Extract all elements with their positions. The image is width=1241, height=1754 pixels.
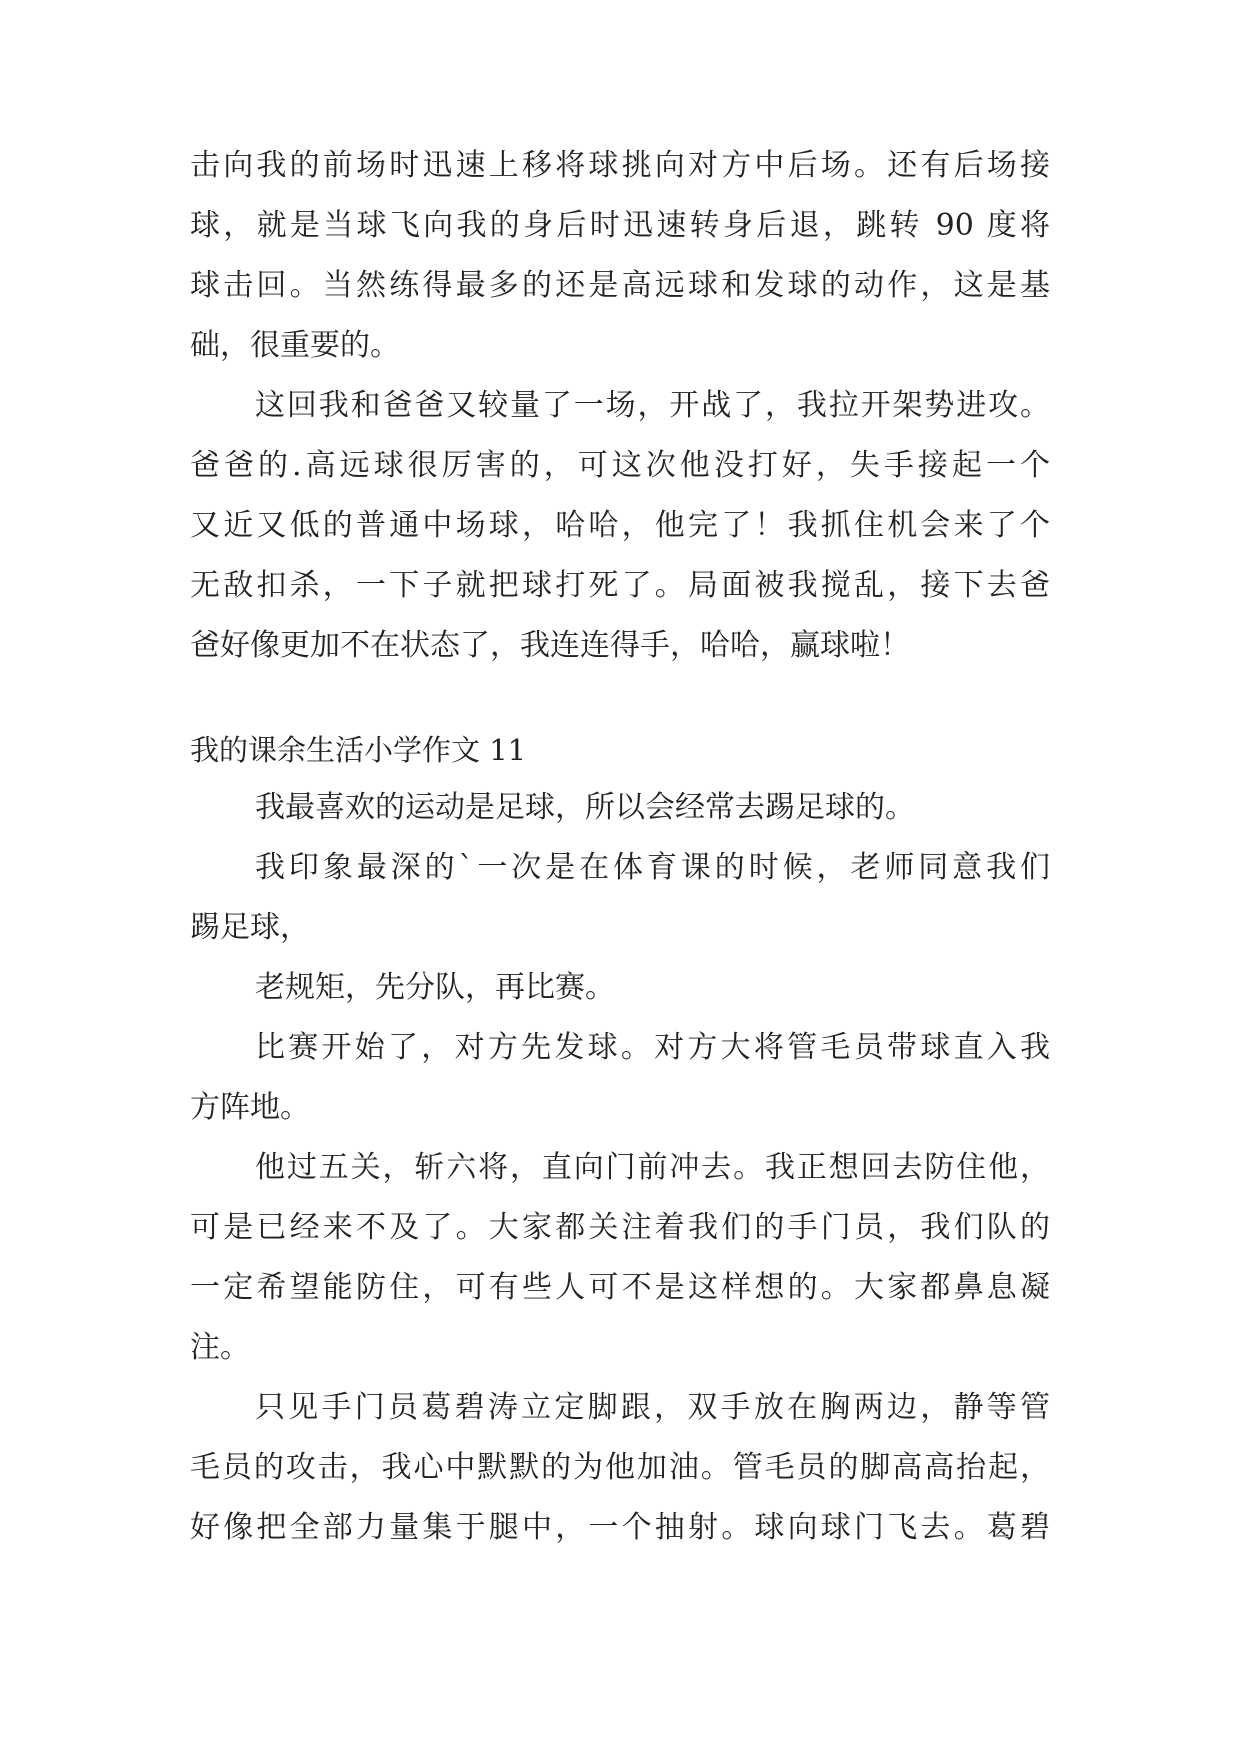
section-title: 我的课余生活小学作文 11	[190, 733, 527, 767]
paragraph-line: 一定希望能防住，可有些人可不是这样想的。大家都鼻息凝	[190, 1270, 1050, 1305]
paragraph-line: 方阵地。	[190, 1090, 310, 1125]
paragraph-line: 础，很重要的。	[190, 328, 400, 363]
paragraph-line: 毛员的攻击，我心中默默的为他加油。管毛员的脚高高抬起，	[190, 1450, 1050, 1485]
paragraph-line: 好像把全部力量集于腿中，一个抽射。球向球门飞去。葛碧	[190, 1510, 1050, 1545]
paragraph-line: 爸好像更加不在状态了，我连连得手，哈哈，赢球啦！	[190, 628, 910, 663]
paragraph-line: 注。	[190, 1330, 250, 1365]
paragraph-line: 只见手门员葛碧涛立定脚跟，双手放在胸两边，静等管	[255, 1390, 1050, 1425]
paragraph-line: 老规矩，先分队，再比赛。	[255, 970, 615, 1005]
paragraph-line: 球击回。当然练得最多的还是高远球和发球的动作，这是基	[190, 268, 1050, 303]
paragraph-line: 这回我和爸爸又较量了一场，开战了，我拉开架势进攻。	[255, 388, 1050, 423]
paragraph-line: 可是已经来不及了。大家都关注着我们的手门员，我们队的	[190, 1210, 1050, 1245]
paragraph-line: 又近又低的普通中场球，哈哈，他完了！我抓住机会来了个	[190, 508, 1050, 543]
paragraph-line: 无敌扣杀，一下子就把球打死了。局面被我搅乱，接下去爸	[190, 568, 1050, 603]
paragraph-line: 他过五关，斩六将，直向门前冲去。我正想回去防住他，	[255, 1150, 1050, 1185]
paragraph-line: 比赛开始了，对方先发球。对方大将管毛员带球直入我	[255, 1030, 1050, 1065]
paragraph-line: 击向我的前场时迅速上移将球挑向对方中后场。还有后场接	[190, 148, 1050, 183]
paragraph-line: 踢足球，	[190, 910, 310, 945]
paragraph-line: 爸爸的.高远球很厉害的，可这次他没打好，失手接起一个	[190, 448, 1050, 483]
paragraph-line: 我最喜欢的运动是足球，所以会经常去踢足球的。	[255, 790, 915, 825]
paragraph-line: 我印象最深的`一次是在体育课的时候，老师同意我们	[255, 850, 1050, 885]
paragraph-line: 球，就是当球飞向我的身后时迅速转身后退，跳转 90 度将	[190, 208, 1050, 243]
